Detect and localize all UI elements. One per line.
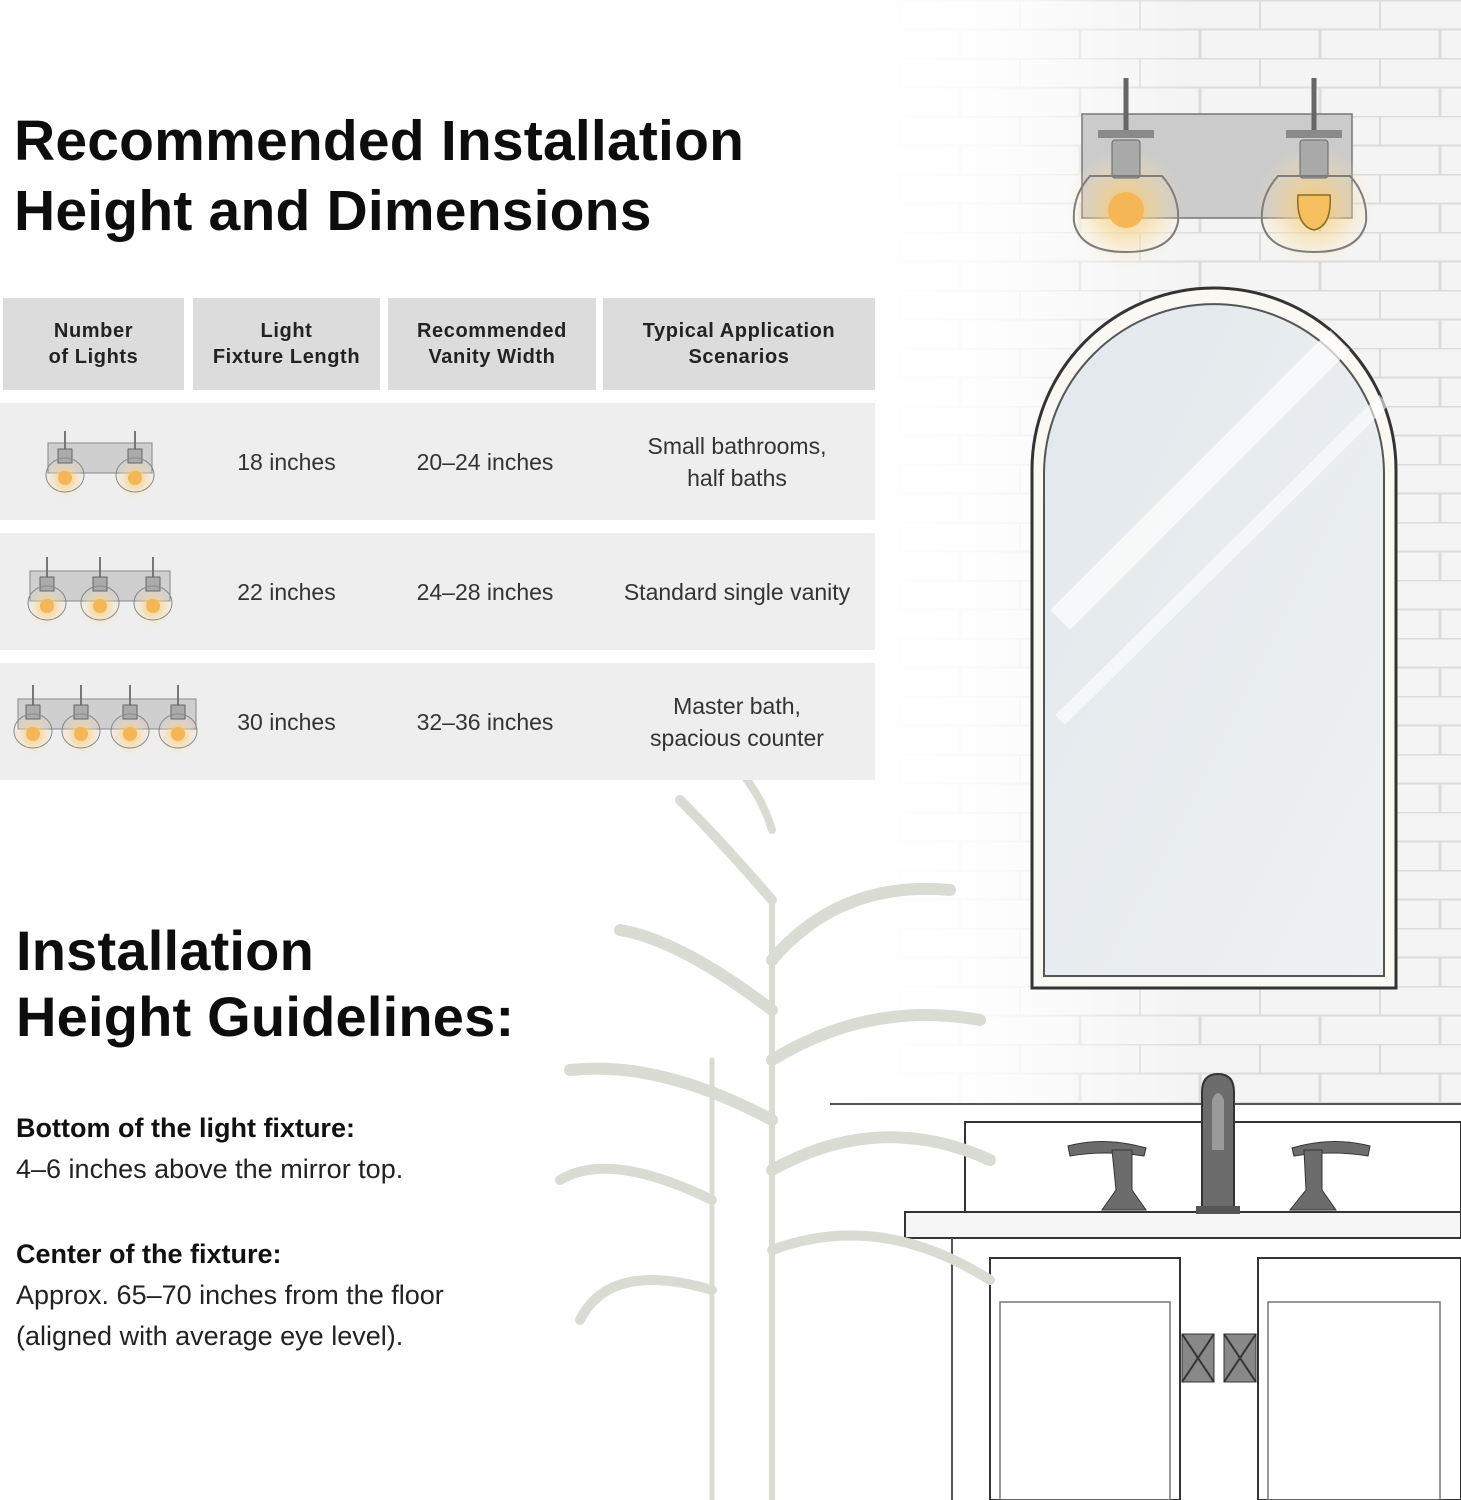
vanity-width: 32–36 inches bbox=[416, 708, 554, 735]
page-title-line2: Height and Dimensions bbox=[14, 179, 652, 243]
application-scenario: Master bath, spacious counter bbox=[650, 692, 824, 751]
fixture-length: 18 inches bbox=[237, 448, 336, 475]
guidelines-title-line2: Height Guidelines: bbox=[16, 985, 515, 1048]
guideline-text: Approx. 65–70 inches from the floor bbox=[16, 1280, 444, 1310]
guidelines-title bbox=[16, 918, 514, 1050]
guideline-text: 4–6 inches above the mirror top. bbox=[16, 1154, 404, 1184]
fixture-length: 30 inches bbox=[237, 708, 336, 735]
guidelines-title-line1: Installation bbox=[16, 919, 314, 982]
guideline-heading: Bottom of the light fixture: bbox=[16, 1113, 355, 1143]
two-light-fixture-icon bbox=[40, 403, 170, 520]
four-light-fixture-icon bbox=[8, 663, 202, 780]
page-title-line1: Recommended Installation bbox=[14, 109, 745, 173]
column-header-vanity-width: Recommended Vanity Width bbox=[388, 298, 596, 390]
arched-mirror bbox=[1032, 288, 1396, 988]
guideline-heading: Center of the fixture: bbox=[16, 1239, 282, 1269]
three-light-fixture-icon bbox=[20, 533, 185, 650]
vanity-width: 20–24 inches bbox=[416, 448, 554, 475]
fixture-length: 22 inches bbox=[237, 578, 336, 605]
application-scenario: Small bathrooms, half baths bbox=[647, 432, 827, 491]
table-row bbox=[0, 663, 875, 780]
application-scenario: Standard single vanity bbox=[623, 578, 851, 605]
guideline-item bbox=[16, 1108, 403, 1190]
page-title bbox=[14, 106, 744, 246]
vanity-width: 24–28 inches bbox=[416, 578, 554, 605]
table-row bbox=[0, 533, 875, 650]
guideline-text: (aligned with average eye level). bbox=[16, 1321, 404, 1351]
column-header-fixture-length: Light Fixture Length bbox=[193, 298, 380, 390]
column-header-application: Typical Application Scenarios bbox=[603, 298, 875, 390]
table-row bbox=[0, 403, 875, 520]
column-header-number-of-lights: Number of Lights bbox=[3, 298, 184, 390]
guideline-item bbox=[16, 1234, 444, 1357]
